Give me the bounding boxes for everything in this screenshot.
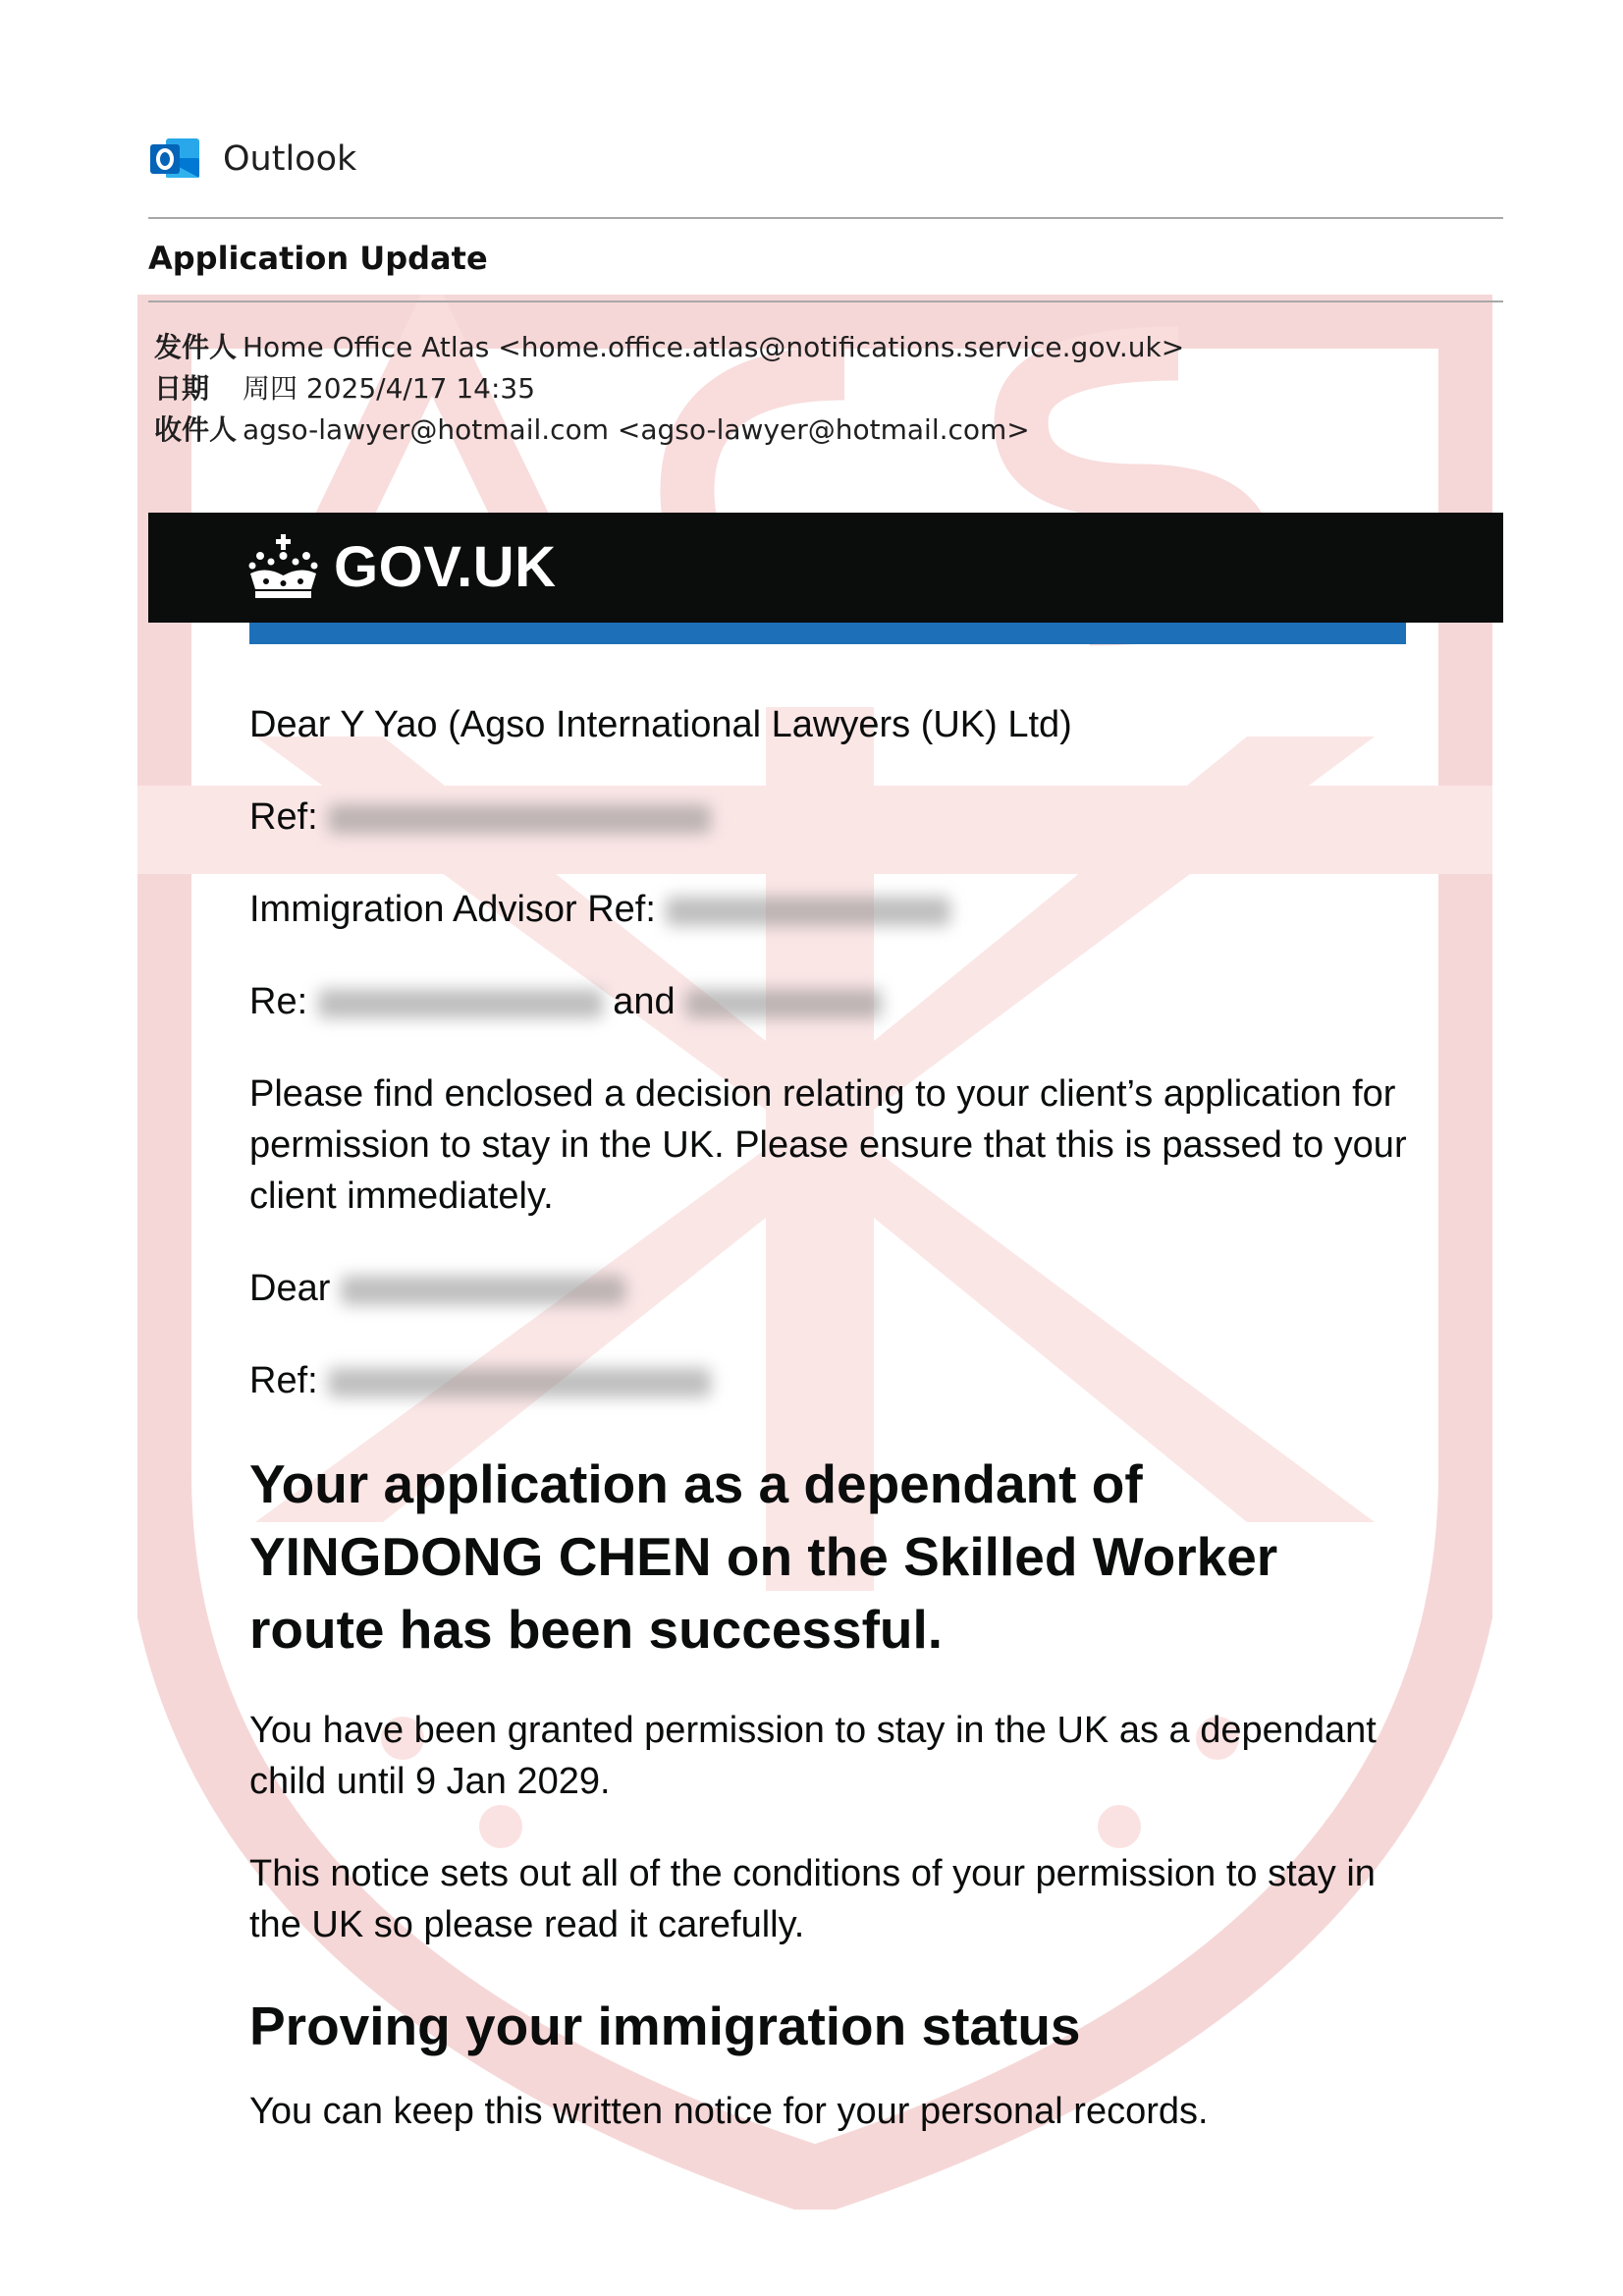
ref-label: Ref:	[249, 796, 318, 838]
dear-label: Dear	[249, 1268, 331, 1309]
app-name: Outlook	[223, 139, 357, 179]
redacted-ref	[328, 804, 711, 834]
divider	[148, 301, 1503, 302]
re-line	[249, 976, 1418, 1027]
granted-paragraph: You have been granted permission to stay in the UK as a dependant child until 9 Jan 2029.	[249, 1710, 1377, 1802]
date-value: 周四 2025/4/17 14:35	[243, 372, 536, 405]
greeting: Dear Y Yao (Agso International Lawyers (UK) Ltd)	[249, 704, 1072, 745]
to-value[interactable]: agso-lawyer@hotmail.com <agso-lawyer@hotmail.com>	[243, 413, 1030, 446]
re-and: and	[613, 981, 676, 1022]
govuk-blue-rule	[249, 623, 1406, 644]
re-label: Re:	[249, 981, 308, 1022]
section-heading: Proving your immigration status	[249, 1995, 1081, 2056]
redacted-advisor-ref	[666, 897, 950, 926]
outlook-icon	[148, 135, 201, 184]
redacted-ref-2	[328, 1368, 711, 1397]
from-row	[154, 327, 1184, 368]
govuk-logo-text: GOV.UK	[334, 534, 557, 599]
crown-icon	[246, 532, 320, 601]
email-body	[249, 699, 1418, 2178]
email-metadata	[154, 327, 1184, 451]
ref-line	[249, 792, 1418, 843]
to-row	[154, 410, 1184, 451]
to-label: 收件人	[154, 413, 238, 446]
redacted-client-name	[341, 1276, 625, 1305]
date-label: 日期	[154, 372, 210, 405]
date-row	[154, 368, 1184, 410]
from-label: 发件人	[154, 331, 238, 363]
advisor-ref-line	[249, 884, 1418, 935]
decision-headline: Your application as a dependant of YINGDONG CHEN on the Skilled Worker route has been successful.	[249, 1453, 1278, 1660]
intro-paragraph: Please find enclosed a decision relating to your client’s application for permission to stay in the UK. Please ensure that this is passed to your client immediately.	[249, 1073, 1407, 1217]
conditions-paragraph: This notice sets out all of the conditions of your permission to stay in the UK so please read it carefully.	[249, 1853, 1376, 1945]
ref-label-2: Ref:	[249, 1360, 318, 1401]
dear-line	[249, 1263, 1418, 1314]
ref-line-2	[249, 1355, 1418, 1406]
from-value[interactable]: Home Office Atlas <home.office.atlas@notifications.service.gov.uk>	[243, 331, 1185, 363]
keep-notice-paragraph: You can keep this written notice for your personal records.	[249, 2091, 1209, 2132]
outlook-header	[148, 130, 356, 189]
advisor-ref-label: Immigration Advisor Ref:	[249, 889, 656, 930]
divider	[148, 217, 1503, 219]
email-subject: Application Update	[148, 240, 488, 277]
govuk-header	[148, 513, 1503, 623]
govuk-logo[interactable]	[246, 532, 556, 601]
redacted-date	[685, 989, 882, 1018]
redacted-name	[318, 989, 603, 1018]
